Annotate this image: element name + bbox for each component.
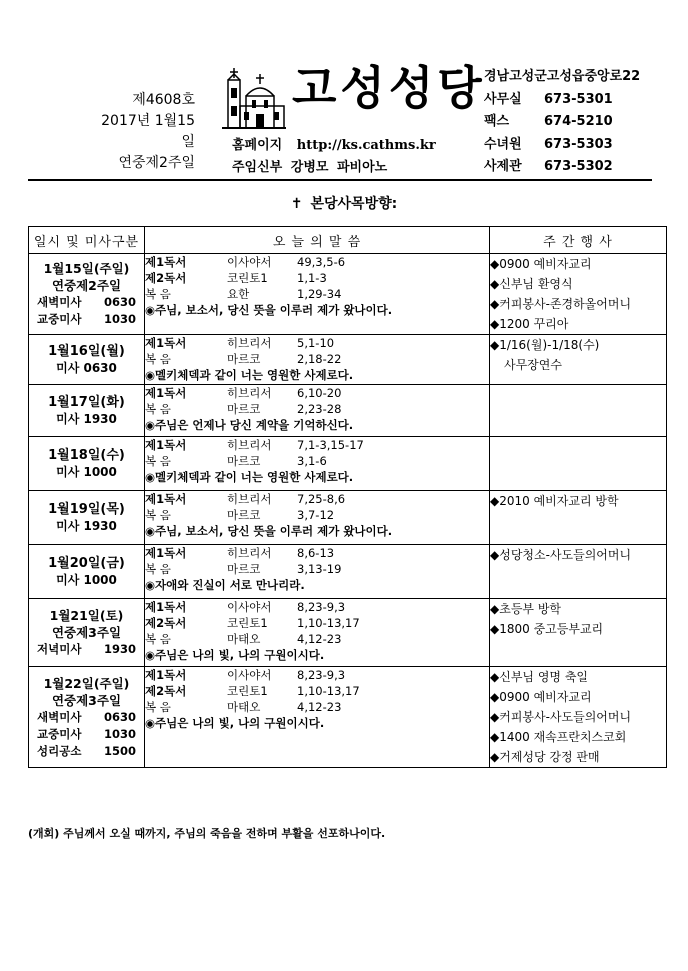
contact-block xyxy=(484,66,640,179)
reading-type: 복 음 xyxy=(145,700,171,714)
reading-type: 제1독서 xyxy=(145,255,187,269)
mass-label: 1월21일(토) xyxy=(49,608,124,623)
day-cell xyxy=(29,335,145,385)
mass-time: 1930 xyxy=(103,642,136,656)
reading-verse-ref: 3,7-12 xyxy=(297,508,335,522)
readings-cell xyxy=(145,437,490,491)
reading-line xyxy=(145,453,489,469)
psalm-response: ◉주님, 보소서, 당신 뜻을 이루러 제가 왔나이다. xyxy=(145,303,393,317)
psalm-response: ◉주님은 나의 빛, 나의 구원이시다. xyxy=(145,716,325,730)
event-item: 사무장연수 xyxy=(504,358,562,372)
mass-time: 미사 0630 xyxy=(56,360,117,375)
reading-line xyxy=(145,631,489,647)
mass-label: 저녁미사 xyxy=(37,642,82,656)
mass-line xyxy=(37,743,144,760)
events-cell xyxy=(490,437,667,491)
reading-line xyxy=(145,615,489,631)
contact-value: 674-5210 xyxy=(544,114,613,129)
reading-verse-ref: 3,13-19 xyxy=(297,562,342,576)
reading-book: 요한 xyxy=(227,287,250,301)
mass-line xyxy=(37,692,144,709)
mass-time: 미사 1000 xyxy=(56,572,117,587)
reading-type: 제1독서 xyxy=(145,386,187,400)
events-cell xyxy=(490,491,667,545)
reading-line xyxy=(145,286,489,302)
readings-cell xyxy=(145,254,490,335)
contact-value: 673-5301 xyxy=(544,91,613,107)
reading-book: 마르코 xyxy=(227,508,261,522)
reading-verse-ref: 49,3,5-6 xyxy=(297,255,346,269)
day-cell xyxy=(29,254,145,335)
reading-book: 마태오 xyxy=(227,632,261,646)
day-date: 1월19일(목) xyxy=(48,501,125,517)
event-item: ◆초등부 방학 xyxy=(490,602,562,616)
mass-label: 교중미사 xyxy=(37,312,82,326)
reading-type: 복 음 xyxy=(145,402,171,416)
events-cell xyxy=(490,667,667,768)
reading-type: 제1독서 xyxy=(145,668,187,682)
readings-cell xyxy=(145,667,490,768)
reading-book: 마르코 xyxy=(227,402,261,416)
reading-type: 제2독서 xyxy=(145,616,187,630)
mass-time: 미사 1930 xyxy=(56,411,117,426)
reading-book: 히브리서 xyxy=(227,546,272,560)
header-events: 주 간 행 사 xyxy=(490,227,667,254)
event-item: ◆0900 예비자교리 xyxy=(490,690,592,704)
mass-line xyxy=(37,726,144,743)
day-cell xyxy=(29,385,145,437)
reading-type: 복 음 xyxy=(145,562,171,576)
table-row xyxy=(29,667,667,768)
table-row xyxy=(29,335,667,385)
header-divider xyxy=(28,179,652,181)
events-cell xyxy=(490,545,667,599)
pastor-name: 주임신부 강병모 파비아노 xyxy=(232,160,388,175)
reading-line xyxy=(145,270,489,286)
event-item: ◆1/16(월)-1/18(수) xyxy=(490,338,600,352)
mass-time: 미사 1000 xyxy=(56,464,117,479)
reading-line xyxy=(145,254,489,270)
church-logo-icon xyxy=(222,66,286,130)
reading-verse-ref: 8,23-9,3 xyxy=(297,600,346,614)
events-cell xyxy=(490,335,667,385)
reading-book: 히브리서 xyxy=(227,336,272,350)
event-item: ◆1400 재속프란치스코회 xyxy=(490,730,627,744)
reading-book: 마르코 xyxy=(227,562,261,576)
reading-type: 제1독서 xyxy=(145,546,187,560)
reading-line xyxy=(145,491,489,507)
table-row xyxy=(29,545,667,599)
reading-line xyxy=(145,599,489,615)
liturgical-week: 연중제2주일 xyxy=(118,155,195,171)
mass-time: 1030 xyxy=(103,726,136,741)
day-date: 1월20일(금) xyxy=(48,555,125,571)
event-item: ◆신부님 환영식 xyxy=(490,277,573,291)
table-row xyxy=(29,254,667,335)
event-item: ◆1800 중고등부교리 xyxy=(490,622,604,636)
mass-line xyxy=(37,641,144,658)
section-heading xyxy=(0,193,688,213)
reading-verse-ref: 8,23-9,3 xyxy=(297,668,346,682)
mass-line xyxy=(37,260,144,277)
reading-book: 이사야서 xyxy=(227,600,272,614)
psalm-response: ◉주님은 나의 빛, 나의 구원이시다. xyxy=(145,648,325,662)
reading-type: 제2독서 xyxy=(145,684,187,698)
bulletin-info xyxy=(95,90,195,174)
readings-cell xyxy=(145,491,490,545)
event-item: ◆커피봉사-사도들의어머니 xyxy=(490,710,632,724)
reading-book: 마태오 xyxy=(227,700,261,714)
psalm-response: ◉멜키체덱과 같이 너는 영원한 사제로다. xyxy=(145,470,354,484)
events-cell xyxy=(490,385,667,437)
reading-type: 제2독서 xyxy=(145,271,187,285)
reading-verse-ref: 6,10-20 xyxy=(297,386,342,400)
header-readings: 오 늘 의 말 씀 xyxy=(145,227,490,254)
reading-verse-ref: 2,23-28 xyxy=(297,402,342,416)
reading-verse-ref: 4,12-23 xyxy=(297,700,342,714)
reading-line xyxy=(145,667,489,683)
homepage-label: 홈페이지 xyxy=(232,138,283,153)
readings-cell xyxy=(145,599,490,667)
mass-label: 새벽미사 xyxy=(37,709,82,724)
table-row xyxy=(29,491,667,545)
event-item: ◆거제성당 강정 판매 xyxy=(490,750,600,764)
mass-label: 1월15일(주일) xyxy=(43,261,130,276)
mass-line xyxy=(37,311,144,328)
reading-verse-ref: 4,12-23 xyxy=(297,632,342,646)
reading-verse-ref: 1,10-13,17 xyxy=(297,616,360,630)
reading-line xyxy=(145,351,489,367)
psalm-response: ◉주님, 보소서, 당신 뜻을 이루러 제가 왔나이다. xyxy=(145,524,393,538)
issue-number: 제4608호 xyxy=(132,92,195,108)
table-header-row xyxy=(29,227,667,254)
homepage-link[interactable]: http://ks.cathms.kr xyxy=(296,138,436,153)
cross-icon: ✝ xyxy=(290,196,303,212)
reading-verse-ref: 5,1-10 xyxy=(297,336,335,350)
mass-time: 1500 xyxy=(103,743,136,758)
mass-label: 성리공소 xyxy=(37,743,82,758)
table-row xyxy=(29,437,667,491)
reading-line xyxy=(145,507,489,523)
events-cell xyxy=(490,254,667,335)
event-item: ◆신부님 영명 축일 xyxy=(490,670,589,684)
psalm-response: ◉주님은 언제나 당신 계약을 기억하신다. xyxy=(145,418,354,432)
reading-book: 이사야서 xyxy=(227,668,272,682)
mass-time: 0630 xyxy=(103,295,136,309)
reading-line xyxy=(145,335,489,351)
contact-value: 673-5303 xyxy=(544,136,613,152)
reading-verse-ref: 1,1-3 xyxy=(297,271,327,285)
mass-label: 연중제3주일 xyxy=(51,692,122,708)
address: 경남고성군고성읍중앙로22 xyxy=(484,69,641,84)
reading-book: 이사야서 xyxy=(227,255,272,269)
reading-line xyxy=(145,401,489,417)
event-item: ◆1200 꾸리아 xyxy=(490,317,569,331)
reading-type: 제1독서 xyxy=(145,438,187,452)
header-datetime: 일시 및 미사구분 xyxy=(29,227,145,254)
reading-book: 코린토1 xyxy=(227,271,268,285)
reading-book: 마르코 xyxy=(227,352,261,366)
section-title: 본당사목방향: xyxy=(310,196,398,212)
mass-label: 연중제2주일 xyxy=(51,278,122,293)
reading-line xyxy=(145,545,489,561)
contact-label: 팩스 xyxy=(484,114,510,129)
reading-verse-ref: 8,6-13 xyxy=(297,546,335,560)
bulletin-date: 2017년 1월15일 xyxy=(101,113,195,150)
contact-row xyxy=(484,111,640,134)
reading-verse-ref: 3,1-6 xyxy=(297,454,327,468)
readings-cell xyxy=(145,545,490,599)
contact-row xyxy=(484,134,640,157)
mass-line xyxy=(37,709,144,726)
reading-type: 제1독서 xyxy=(145,336,187,350)
reading-book: 마르코 xyxy=(227,454,261,468)
reading-type: 제1독서 xyxy=(145,492,187,506)
reading-line xyxy=(145,437,489,453)
day-date: 1월16일(월) xyxy=(48,343,125,359)
events-cell xyxy=(490,599,667,667)
day-date: 1월18일(수) xyxy=(48,447,125,463)
table-row xyxy=(29,599,667,667)
contact-label: 사제관 xyxy=(484,159,522,174)
reading-line xyxy=(145,385,489,401)
mass-line xyxy=(37,277,144,294)
mass-time: 1030 xyxy=(103,312,136,326)
reading-line xyxy=(145,561,489,577)
reading-type: 복 음 xyxy=(145,632,171,646)
mass-label: 교중미사 xyxy=(37,726,82,741)
reading-book: 코린토1 xyxy=(227,684,268,698)
homepage-line xyxy=(232,134,436,153)
reading-type: 제1독서 xyxy=(145,600,187,614)
contact-value: 673-5302 xyxy=(544,159,613,174)
readings-cell xyxy=(145,335,490,385)
reading-line xyxy=(145,699,489,715)
mass-label: 연중제3주일 xyxy=(51,625,122,640)
mass-line xyxy=(37,607,144,624)
reading-type: 복 음 xyxy=(145,352,171,366)
event-item: ◆0900 예비자교리 xyxy=(490,257,592,271)
contact-label: 사무실 xyxy=(484,91,522,107)
weekly-schedule-table xyxy=(28,226,667,768)
reading-type: 복 음 xyxy=(145,287,171,301)
mass-line xyxy=(37,624,144,641)
event-item: ◆커피봉사-존경하올어머니 xyxy=(490,297,632,311)
day-date: 1월17일(화) xyxy=(48,394,125,410)
table-row xyxy=(29,385,667,437)
contact-label: 수녀원 xyxy=(484,136,522,152)
mass-label: 1월22일(주일) xyxy=(43,675,130,691)
reading-book: 코린토1 xyxy=(227,616,268,630)
day-cell xyxy=(29,667,145,768)
reading-book: 히브리서 xyxy=(227,438,272,452)
reading-verse-ref: 7,25-8,6 xyxy=(297,492,346,506)
reading-verse-ref: 2,18-22 xyxy=(297,352,342,366)
reading-verse-ref: 1,10-13,17 xyxy=(297,684,360,698)
mass-line xyxy=(37,675,144,692)
footer-note: (개회) 주님께서 오실 때까지, 주님의 죽음을 전하며 부활을 선포하나이다. xyxy=(28,827,386,840)
reading-type: 복 음 xyxy=(145,454,171,468)
reading-book: 히브리서 xyxy=(227,386,272,400)
reading-type: 복 음 xyxy=(145,508,171,522)
day-cell xyxy=(29,599,145,667)
day-cell xyxy=(29,437,145,491)
day-cell xyxy=(29,545,145,599)
mass-label: 새벽미사 xyxy=(37,295,82,309)
reading-book: 히브리서 xyxy=(227,492,272,506)
reading-verse-ref: 1,29-34 xyxy=(297,287,342,301)
psalm-response: ◉자애와 진실이 서로 만나리라. xyxy=(145,578,305,592)
mass-time: 0630 xyxy=(103,709,136,724)
church-name: 고성성당 xyxy=(292,61,486,115)
reading-line xyxy=(145,683,489,699)
contact-row xyxy=(484,89,640,112)
mass-line xyxy=(37,294,144,311)
day-cell xyxy=(29,491,145,545)
readings-cell xyxy=(145,385,490,437)
event-item: ◆성당청소-사도들의어머니 xyxy=(490,548,632,562)
mass-time: 미사 1930 xyxy=(56,518,117,533)
psalm-response: ◉멜키체덱과 같이 너는 영원한 사제로다. xyxy=(145,368,354,382)
event-item: ◆2010 예비자교리 방학 xyxy=(490,494,619,508)
reading-verse-ref: 7,1-3,15-17 xyxy=(297,438,364,452)
contact-row xyxy=(484,156,640,179)
